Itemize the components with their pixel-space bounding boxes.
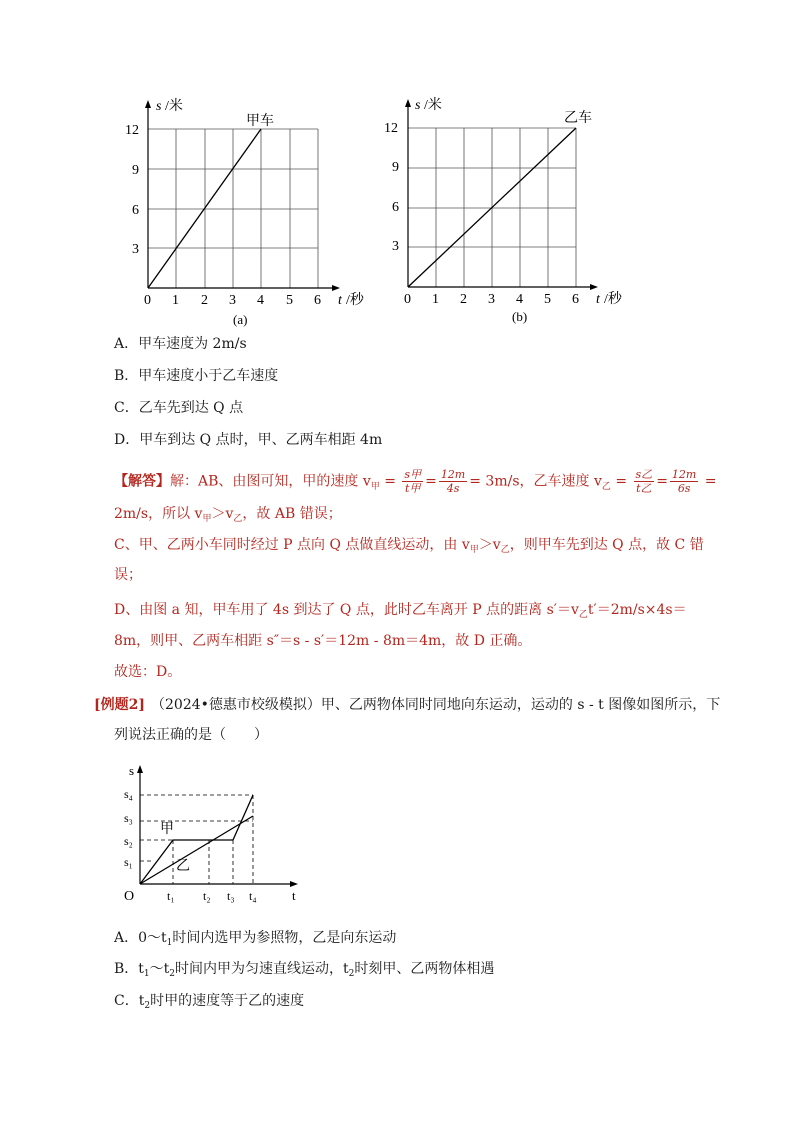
q2-a-sub: 1 bbox=[166, 938, 173, 948]
fraction-12m-over-4s bbox=[439, 468, 467, 495]
example2-tag: [例题2] bbox=[94, 697, 145, 713]
graph-b bbox=[380, 91, 640, 331]
q2-b-sub1: 1 bbox=[143, 969, 150, 979]
graph-c-line-jia bbox=[140, 795, 253, 884]
graph-b-ytick-3: 3 bbox=[392, 239, 399, 254]
example2-line-2: 列说法正确的是（ ） bbox=[114, 727, 268, 743]
answer-tag: 【解答】 bbox=[114, 473, 170, 490]
q2-b-pre: B．t bbox=[114, 961, 144, 977]
graph-b-ytick-9: 9 bbox=[392, 160, 399, 175]
q2-b-post: 时刻甲、乙两物体相遇 bbox=[354, 961, 495, 977]
answer-line-4: 误； bbox=[114, 567, 142, 583]
q2-c-sub: 2 bbox=[144, 1001, 151, 1011]
answer-line-3 bbox=[114, 536, 704, 556]
example2-text-1: （2024•德惠市校级模拟）甲、乙两物体同时同地向东运动，运动的 s - t 图像如图所示，下 bbox=[151, 697, 721, 713]
answer-line-6: 8m，则甲、乙两车相距 s″＝s - s′＝12m - 8m＝4m，故 D 正确。 bbox=[114, 633, 532, 649]
graph-a bbox=[110, 92, 380, 332]
graph-c bbox=[112, 760, 312, 910]
graph-c-t3: t₃ bbox=[227, 889, 235, 903]
graph-c-label-yi: 乙 bbox=[176, 859, 190, 874]
answer-l1-sub2: 乙 bbox=[601, 481, 611, 492]
q2-option-b bbox=[114, 960, 494, 980]
graph-b-xtick-2: 2 bbox=[460, 292, 467, 307]
answer-l2-sub2: 乙 bbox=[233, 514, 243, 524]
q2-option-a bbox=[114, 929, 396, 949]
graph-a-ytick-9: 9 bbox=[132, 163, 139, 178]
answer-l3-c: ，则甲车先到达 Q 点，故 C 错 bbox=[509, 537, 704, 553]
graph-a-line-label: 甲车 bbox=[246, 114, 274, 129]
graph-c-t2: t₂ bbox=[203, 889, 211, 903]
answer-l1-a: 解：AB、由图可知，甲的速度 v bbox=[170, 473, 371, 490]
q1-option-c: C．乙车先到达 Q 点 bbox=[114, 400, 244, 416]
graph-b-xtick-3: 3 bbox=[488, 292, 495, 307]
graph-a-xtick-2: 2 bbox=[201, 293, 208, 308]
answer-l5-a: D、由图 a 知，甲车用了 4s 到达了 Q 点，此时乙车离开 P 点的距离 s′＝v bbox=[114, 602, 579, 618]
graph-c-x-label: t bbox=[292, 888, 296, 903]
graph-a-x-unit: /秒 bbox=[346, 293, 364, 308]
q1-option-a: A．甲车速度为 2m/s bbox=[114, 336, 247, 352]
graph-b-xtick-5: 5 bbox=[544, 292, 551, 307]
graph-a-xtick-3: 3 bbox=[229, 293, 236, 308]
answer-l5-sub: 乙 bbox=[578, 610, 588, 620]
graph-b-line-label: 乙车 bbox=[564, 111, 592, 126]
answer-line-1: 【解答】解：AB、由图可知，甲的速度 $v_甲$ = $\frac{\text{s甲}}{\text{t甲}}$ = $\frac{12m}{4s}$ = 3m/s，乙车速度 $v_乙$ = $\frac{\text{s乙}}{\text{t乙}}$ = $\frac{12m}{6s}$ = bbox=[114, 468, 717, 495]
answer-l2-c: ，故 AB 错误； bbox=[242, 506, 342, 522]
graph-b-ytick-6: 6 bbox=[392, 200, 399, 215]
answer-l1-sub1: 甲 bbox=[370, 481, 380, 492]
graph-a-y-unit: /米 bbox=[165, 99, 183, 114]
answer-line-5 bbox=[114, 601, 687, 621]
answer-l1-b: = 3m/s，乙车速度 v bbox=[469, 473, 602, 490]
graph-b-xtick-1: 1 bbox=[432, 292, 439, 307]
answer-l3-sub1: 甲 bbox=[469, 545, 479, 555]
graph-c-line-yi bbox=[140, 816, 253, 884]
q2-b-sub3: 2 bbox=[348, 969, 355, 979]
answer-l2-sub1: 甲 bbox=[202, 514, 212, 524]
q2-c-pre: C．t bbox=[114, 993, 145, 1009]
answer-l3-a: C、甲、乙两小车同时经过 P 点向 Q 点做直线运动，由 v bbox=[114, 537, 470, 553]
graph-c-y-arrow bbox=[137, 765, 143, 773]
answer-l1-eq1: = bbox=[379, 473, 401, 490]
graph-a-line-jia bbox=[148, 129, 261, 288]
frac4-num: 12m bbox=[671, 468, 697, 481]
fraction-s-yi-over-t-yi bbox=[634, 468, 655, 495]
graph-a-x-arrow bbox=[332, 285, 340, 291]
frac1-num: s甲 bbox=[404, 468, 422, 481]
graph-c-x-arrow bbox=[290, 881, 298, 887]
graph-a-caption: (a) bbox=[233, 312, 248, 327]
graph-c-s1: s₁ bbox=[124, 855, 133, 869]
graph-b-y-label: s bbox=[415, 98, 421, 113]
graph-b-ytick-12: 12 bbox=[384, 121, 398, 136]
graph-c-origin: O bbox=[124, 889, 135, 904]
graph-c-t1: t₁ bbox=[167, 889, 175, 903]
frac2-num: 12m bbox=[440, 468, 466, 481]
graph-a-ytick-3: 3 bbox=[132, 242, 139, 257]
graph-c-s2: s₂ bbox=[124, 834, 133, 848]
example2-line-1 bbox=[94, 696, 720, 714]
graph-b-caption: (b) bbox=[512, 309, 528, 324]
frac3-num: s乙 bbox=[635, 468, 653, 481]
q2-b-sub2: 2 bbox=[169, 969, 176, 979]
graph-b-xtick-4: 4 bbox=[516, 292, 523, 307]
graph-c-y-label: s bbox=[129, 763, 135, 778]
graph-a-ytick-6: 6 bbox=[132, 203, 139, 218]
graph-b-xtick-6: 6 bbox=[572, 292, 579, 307]
graph-a-y-arrow bbox=[145, 100, 151, 108]
graph-a-xtick-0: 0 bbox=[144, 293, 151, 308]
answer-l3-sub2: 乙 bbox=[500, 545, 510, 555]
answer-l3-b: ＞v bbox=[478, 537, 501, 553]
graph-a-grid bbox=[148, 129, 318, 288]
q1-option-d: D．甲车到达 Q 点时，甲、乙两车相距 4m bbox=[114, 432, 383, 448]
graph-a-y-label: s bbox=[156, 99, 162, 114]
graph-a-xtick-4: 4 bbox=[257, 293, 264, 308]
graph-b-y-unit: /米 bbox=[424, 98, 442, 113]
q2-b-mid1: ～t bbox=[149, 961, 170, 977]
graph-b-xtick-0: 0 bbox=[404, 292, 411, 307]
answer-l5-b: t′＝2m/s×4s＝ bbox=[587, 602, 687, 618]
graph-a-ytick-12: 12 bbox=[125, 123, 139, 138]
graph-c-s3: s₃ bbox=[124, 811, 133, 825]
frac4-den: 6s bbox=[677, 482, 691, 495]
answer-line-2 bbox=[114, 505, 342, 525]
q2-a-post: 时间内选甲为参照物，乙是向东运动 bbox=[172, 930, 397, 946]
fraction-12m-over-6s bbox=[670, 468, 698, 495]
graph-b-x-unit: /秒 bbox=[604, 292, 622, 307]
graph-b-x-arrow bbox=[590, 284, 598, 290]
frac3-den: t乙 bbox=[636, 482, 652, 495]
q2-option-c bbox=[114, 992, 304, 1012]
graph-b-y-arrow bbox=[405, 99, 411, 107]
q2-b-mid2: 时间内甲为匀速直线运动，t bbox=[175, 961, 349, 977]
graph-c-s4: s₄ bbox=[124, 787, 133, 801]
q1-option-b: B．甲车速度小于乙车速度 bbox=[114, 368, 279, 384]
answer-l2-b: ＞v bbox=[211, 506, 234, 522]
frac1-den: t甲 bbox=[405, 482, 421, 495]
q2-c-post: 时甲的速度等于乙的速度 bbox=[150, 993, 305, 1009]
graph-a-xtick-5: 5 bbox=[286, 293, 293, 308]
graph-c-t4: t₄ bbox=[249, 889, 257, 903]
graph-a-x-label: t bbox=[338, 293, 342, 308]
graph-b-x-label: t bbox=[596, 292, 600, 307]
graph-a-xtick-6: 6 bbox=[314, 293, 321, 308]
answer-l2-a: 2m/s，所以 v bbox=[114, 506, 203, 522]
graph-c-label-jia: 甲 bbox=[160, 822, 174, 837]
answer-choose: 故选：D。 bbox=[114, 664, 182, 680]
graph-a-xtick-1: 1 bbox=[172, 293, 179, 308]
fraction-s-jia-over-t-jia bbox=[402, 468, 423, 495]
frac2-den: 4s bbox=[446, 482, 460, 495]
q2-a-pre: A．0～t bbox=[114, 930, 167, 946]
